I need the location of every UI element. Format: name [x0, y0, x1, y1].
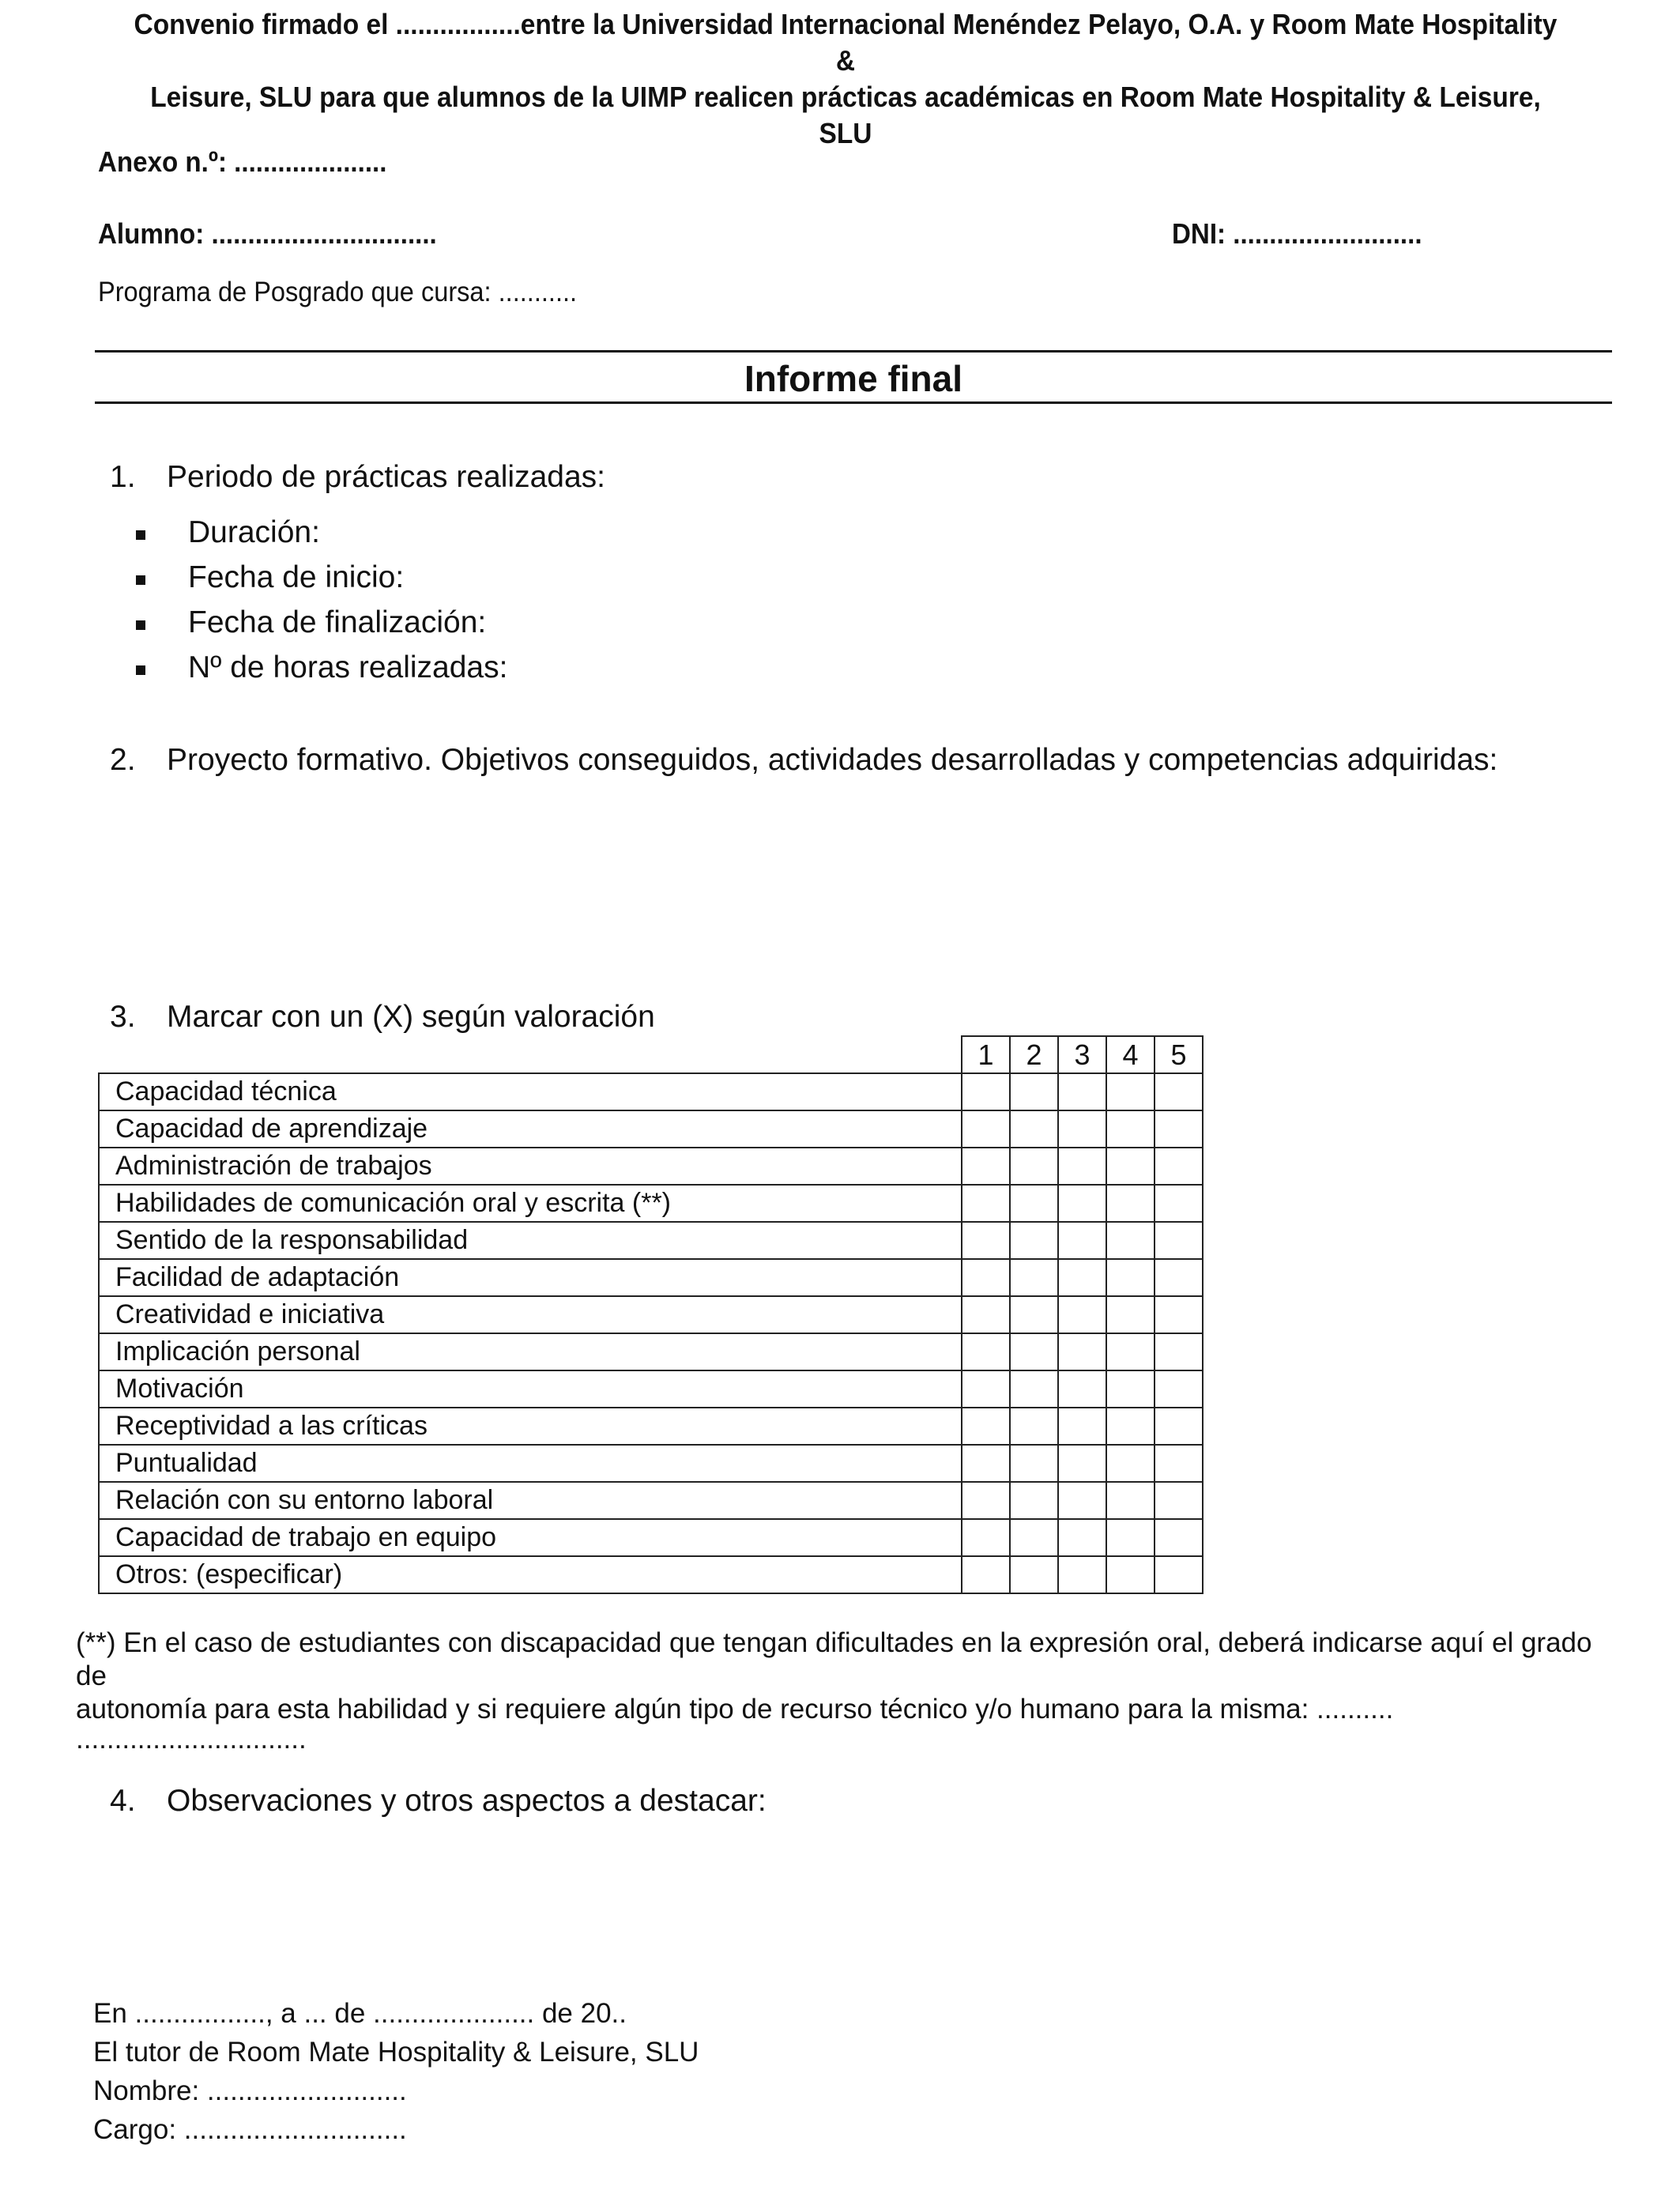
bullet-square-icon — [136, 620, 145, 630]
rating-cell[interactable] — [1058, 1185, 1106, 1222]
section-4-heading — [110, 1784, 767, 1819]
section-3-number: 3. — [110, 1000, 136, 1034]
rating-cell[interactable] — [1010, 1222, 1058, 1259]
place-date-line: En ................., a ... de ..................... de 20.. — [93, 1998, 627, 2029]
rating-cell[interactable] — [1155, 1445, 1203, 1482]
section-3-title: Marcar con un (X) según valoración — [167, 1000, 655, 1034]
criterion-label: Otros: (especificar) — [99, 1556, 962, 1593]
scale-label: 2 — [1010, 1036, 1058, 1073]
rating-cell[interactable] — [1155, 1148, 1203, 1185]
rating-cell[interactable] — [1106, 1519, 1155, 1556]
footnote-line-2: autonomía para esta habilidad y si requiere algún tipo de recurso técnico y/o humano para la misma: .......... — [76, 1694, 1394, 1725]
rating-cell[interactable] — [1058, 1259, 1106, 1296]
rating-cell[interactable] — [1106, 1259, 1155, 1296]
tutor-line: El tutor de Room Mate Hospitality & Leisure, SLU — [93, 2037, 699, 2068]
rating-cell[interactable] — [1106, 1482, 1155, 1519]
section-1-title: Periodo de prácticas realizadas: — [167, 460, 605, 494]
anexo-field: Anexo n.º: ..................... — [98, 145, 387, 178]
rating-cell[interactable] — [1058, 1110, 1106, 1148]
header-line-2: Leisure, SLU para que alumnos de la UIMP realicen prácticas académicas en Room Mate Hospitality & Leisure, SLU — [150, 81, 1541, 149]
rating-cell[interactable] — [1106, 1073, 1155, 1110]
table-corner — [99, 1036, 962, 1073]
rating-cell[interactable] — [962, 1296, 1010, 1333]
rating-cell[interactable] — [962, 1333, 1010, 1370]
criterion-label: Capacidad técnica — [99, 1073, 962, 1110]
criterion-label: Implicación personal — [99, 1333, 962, 1370]
rating-cell[interactable] — [1106, 1222, 1155, 1259]
rating-cell[interactable] — [962, 1482, 1010, 1519]
cargo-line: Cargo: ............................. — [93, 2114, 407, 2145]
section-4-number: 4. — [110, 1784, 136, 1818]
criterion-label: Motivación — [99, 1370, 962, 1408]
list-item-label: Fecha de inicio: — [188, 560, 405, 594]
rating-cell[interactable] — [1058, 1222, 1106, 1259]
rating-cell[interactable] — [1155, 1556, 1203, 1593]
rating-cell[interactable] — [1155, 1110, 1203, 1148]
rating-cell[interactable] — [1010, 1073, 1058, 1110]
rating-cell[interactable] — [1010, 1148, 1058, 1185]
table-row — [99, 1073, 1203, 1110]
section-2-heading — [110, 743, 1497, 778]
criterion-label: Receptividad a las críticas — [99, 1408, 962, 1445]
list-item-label: Duración: — [188, 515, 320, 549]
table-row — [99, 1370, 1203, 1408]
rating-cell[interactable] — [1155, 1482, 1203, 1519]
rating-cell[interactable] — [1155, 1370, 1203, 1408]
rating-cell[interactable] — [1155, 1259, 1203, 1296]
rating-cell[interactable] — [1155, 1519, 1203, 1556]
scale-header-row — [99, 1036, 1203, 1073]
rating-cell[interactable] — [962, 1556, 1010, 1593]
rating-cell[interactable] — [1155, 1222, 1203, 1259]
rating-cell[interactable] — [1010, 1296, 1058, 1333]
rating-cell[interactable] — [1106, 1333, 1155, 1370]
criterion-label: Capacidad de aprendizaje — [99, 1110, 962, 1148]
rating-cell[interactable] — [962, 1148, 1010, 1185]
section-2-title: Proyecto formativo. Objetivos conseguidos, actividades desarrolladas y competencias adquiridas: — [167, 743, 1498, 777]
rating-cell[interactable] — [1010, 1333, 1058, 1370]
rating-cell[interactable] — [1155, 1296, 1203, 1333]
rating-cell[interactable] — [1058, 1370, 1106, 1408]
criterion-label: Puntualidad — [99, 1445, 962, 1482]
header-line-1: Convenio firmado el .................entre la Universidad Internacional Menéndez Pelayo, O.A. y Room Mate Hospitality & — [134, 8, 1558, 77]
bullet-square-icon — [136, 665, 145, 675]
rating-cell[interactable] — [1058, 1482, 1106, 1519]
section-3-heading — [110, 1000, 655, 1035]
criterion-label: Sentido de la responsabilidad — [99, 1222, 962, 1259]
agreement-header — [133, 6, 1558, 152]
list-item — [0, 515, 790, 555]
rating-cell[interactable] — [1010, 1556, 1058, 1593]
footnote — [76, 1627, 1617, 1753]
rating-cell[interactable] — [1106, 1408, 1155, 1445]
page-title: Informe final — [744, 358, 963, 399]
rating-cell[interactable] — [1010, 1482, 1058, 1519]
rating-cell[interactable] — [962, 1185, 1010, 1222]
scale-label: 4 — [1106, 1036, 1155, 1073]
criterion-label: Creatividad e iniciativa — [99, 1296, 962, 1333]
rating-cell[interactable] — [1010, 1185, 1058, 1222]
rating-cell[interactable] — [1155, 1408, 1203, 1445]
scale-label: 5 — [1155, 1036, 1203, 1073]
rating-cell[interactable] — [1058, 1296, 1106, 1333]
table-row — [99, 1333, 1203, 1370]
rating-cell[interactable] — [962, 1259, 1010, 1296]
title-bottom-rule — [95, 401, 1612, 404]
rating-cell[interactable] — [962, 1370, 1010, 1408]
rating-cell[interactable] — [1155, 1073, 1203, 1110]
criterion-label: Capacidad de trabajo en equipo — [99, 1519, 962, 1556]
scale-label: 1 — [962, 1036, 1010, 1073]
rating-cell[interactable] — [1106, 1148, 1155, 1185]
title-top-rule — [95, 350, 1612, 352]
table-row — [99, 1445, 1203, 1482]
list-item-label: Fecha de finalización: — [188, 605, 487, 639]
rating-cell[interactable] — [1106, 1445, 1155, 1482]
list-item — [0, 605, 790, 645]
bullet-square-icon — [136, 575, 145, 585]
rating-cell[interactable] — [1010, 1408, 1058, 1445]
table-row — [99, 1259, 1203, 1296]
rating-cell[interactable] — [1106, 1185, 1155, 1222]
table-row — [99, 1185, 1203, 1222]
rating-cell[interactable] — [1058, 1073, 1106, 1110]
programa-field: Programa de Posgrado que cursa: ........... — [98, 277, 578, 307]
criterion-label: Relación con su entorno laboral — [99, 1482, 962, 1519]
table-row — [99, 1482, 1203, 1519]
nombre-line: Nombre: .......................... — [93, 2075, 407, 2106]
rating-cell[interactable] — [962, 1110, 1010, 1148]
section-2-number: 2. — [110, 743, 136, 777]
scale-label: 3 — [1058, 1036, 1106, 1073]
rating-cell[interactable] — [1155, 1333, 1203, 1370]
footnote-line-1: (**) En el caso de estudiantes con discapacidad que tengan dificultades en la expresión oral, deberá indicarse aquí el grado de — [76, 1627, 1592, 1691]
rating-cell[interactable] — [1155, 1185, 1203, 1222]
evaluation-table — [98, 1035, 1203, 1594]
rating-cell[interactable] — [962, 1222, 1010, 1259]
rating-cell[interactable] — [1010, 1445, 1058, 1482]
rating-cell[interactable] — [1058, 1519, 1106, 1556]
table-row — [99, 1296, 1203, 1333]
footnote-line-3: .............................. — [76, 1724, 307, 1755]
alumno-field: Alumno: ............................... — [98, 217, 437, 250]
rating-cell[interactable] — [1058, 1445, 1106, 1482]
rating-cell[interactable] — [1010, 1519, 1058, 1556]
rating-cell[interactable] — [1010, 1110, 1058, 1148]
list-item — [0, 650, 790, 690]
criterion-label: Habilidades de comunicación oral y escrita (**) — [99, 1185, 962, 1222]
table-row — [99, 1519, 1203, 1556]
table-row — [99, 1110, 1203, 1148]
rating-cell[interactable] — [1106, 1110, 1155, 1148]
rating-cell[interactable] — [1106, 1556, 1155, 1593]
rating-cell[interactable] — [1010, 1259, 1058, 1296]
criterion-label: Facilidad de adaptación — [99, 1259, 962, 1296]
section-4-title: Observaciones y otros aspectos a destacar: — [167, 1784, 767, 1818]
dni-field: DNI: .......................... — [1172, 217, 1422, 250]
section-1-heading — [110, 460, 605, 495]
rating-cell[interactable] — [962, 1408, 1010, 1445]
bullet-square-icon — [136, 530, 145, 540]
rating-cell[interactable] — [1058, 1333, 1106, 1370]
rating-cell[interactable] — [1058, 1408, 1106, 1445]
criterion-label: Administración de trabajos — [99, 1148, 962, 1185]
list-item-label: Nº de horas realizadas: — [188, 650, 508, 684]
rating-cell[interactable] — [1106, 1370, 1155, 1408]
rating-cell[interactable] — [1058, 1556, 1106, 1593]
list-item — [0, 560, 790, 600]
section-1-number: 1. — [110, 460, 136, 494]
rating-cell[interactable] — [962, 1519, 1010, 1556]
rating-cell[interactable] — [1058, 1148, 1106, 1185]
rating-cell[interactable] — [1106, 1296, 1155, 1333]
rating-cell[interactable] — [962, 1445, 1010, 1482]
rating-cell[interactable] — [962, 1073, 1010, 1110]
table-row — [99, 1556, 1203, 1593]
rating-cell[interactable] — [1010, 1370, 1058, 1408]
table-row — [99, 1222, 1203, 1259]
table-row — [99, 1408, 1203, 1445]
table-row — [99, 1148, 1203, 1185]
